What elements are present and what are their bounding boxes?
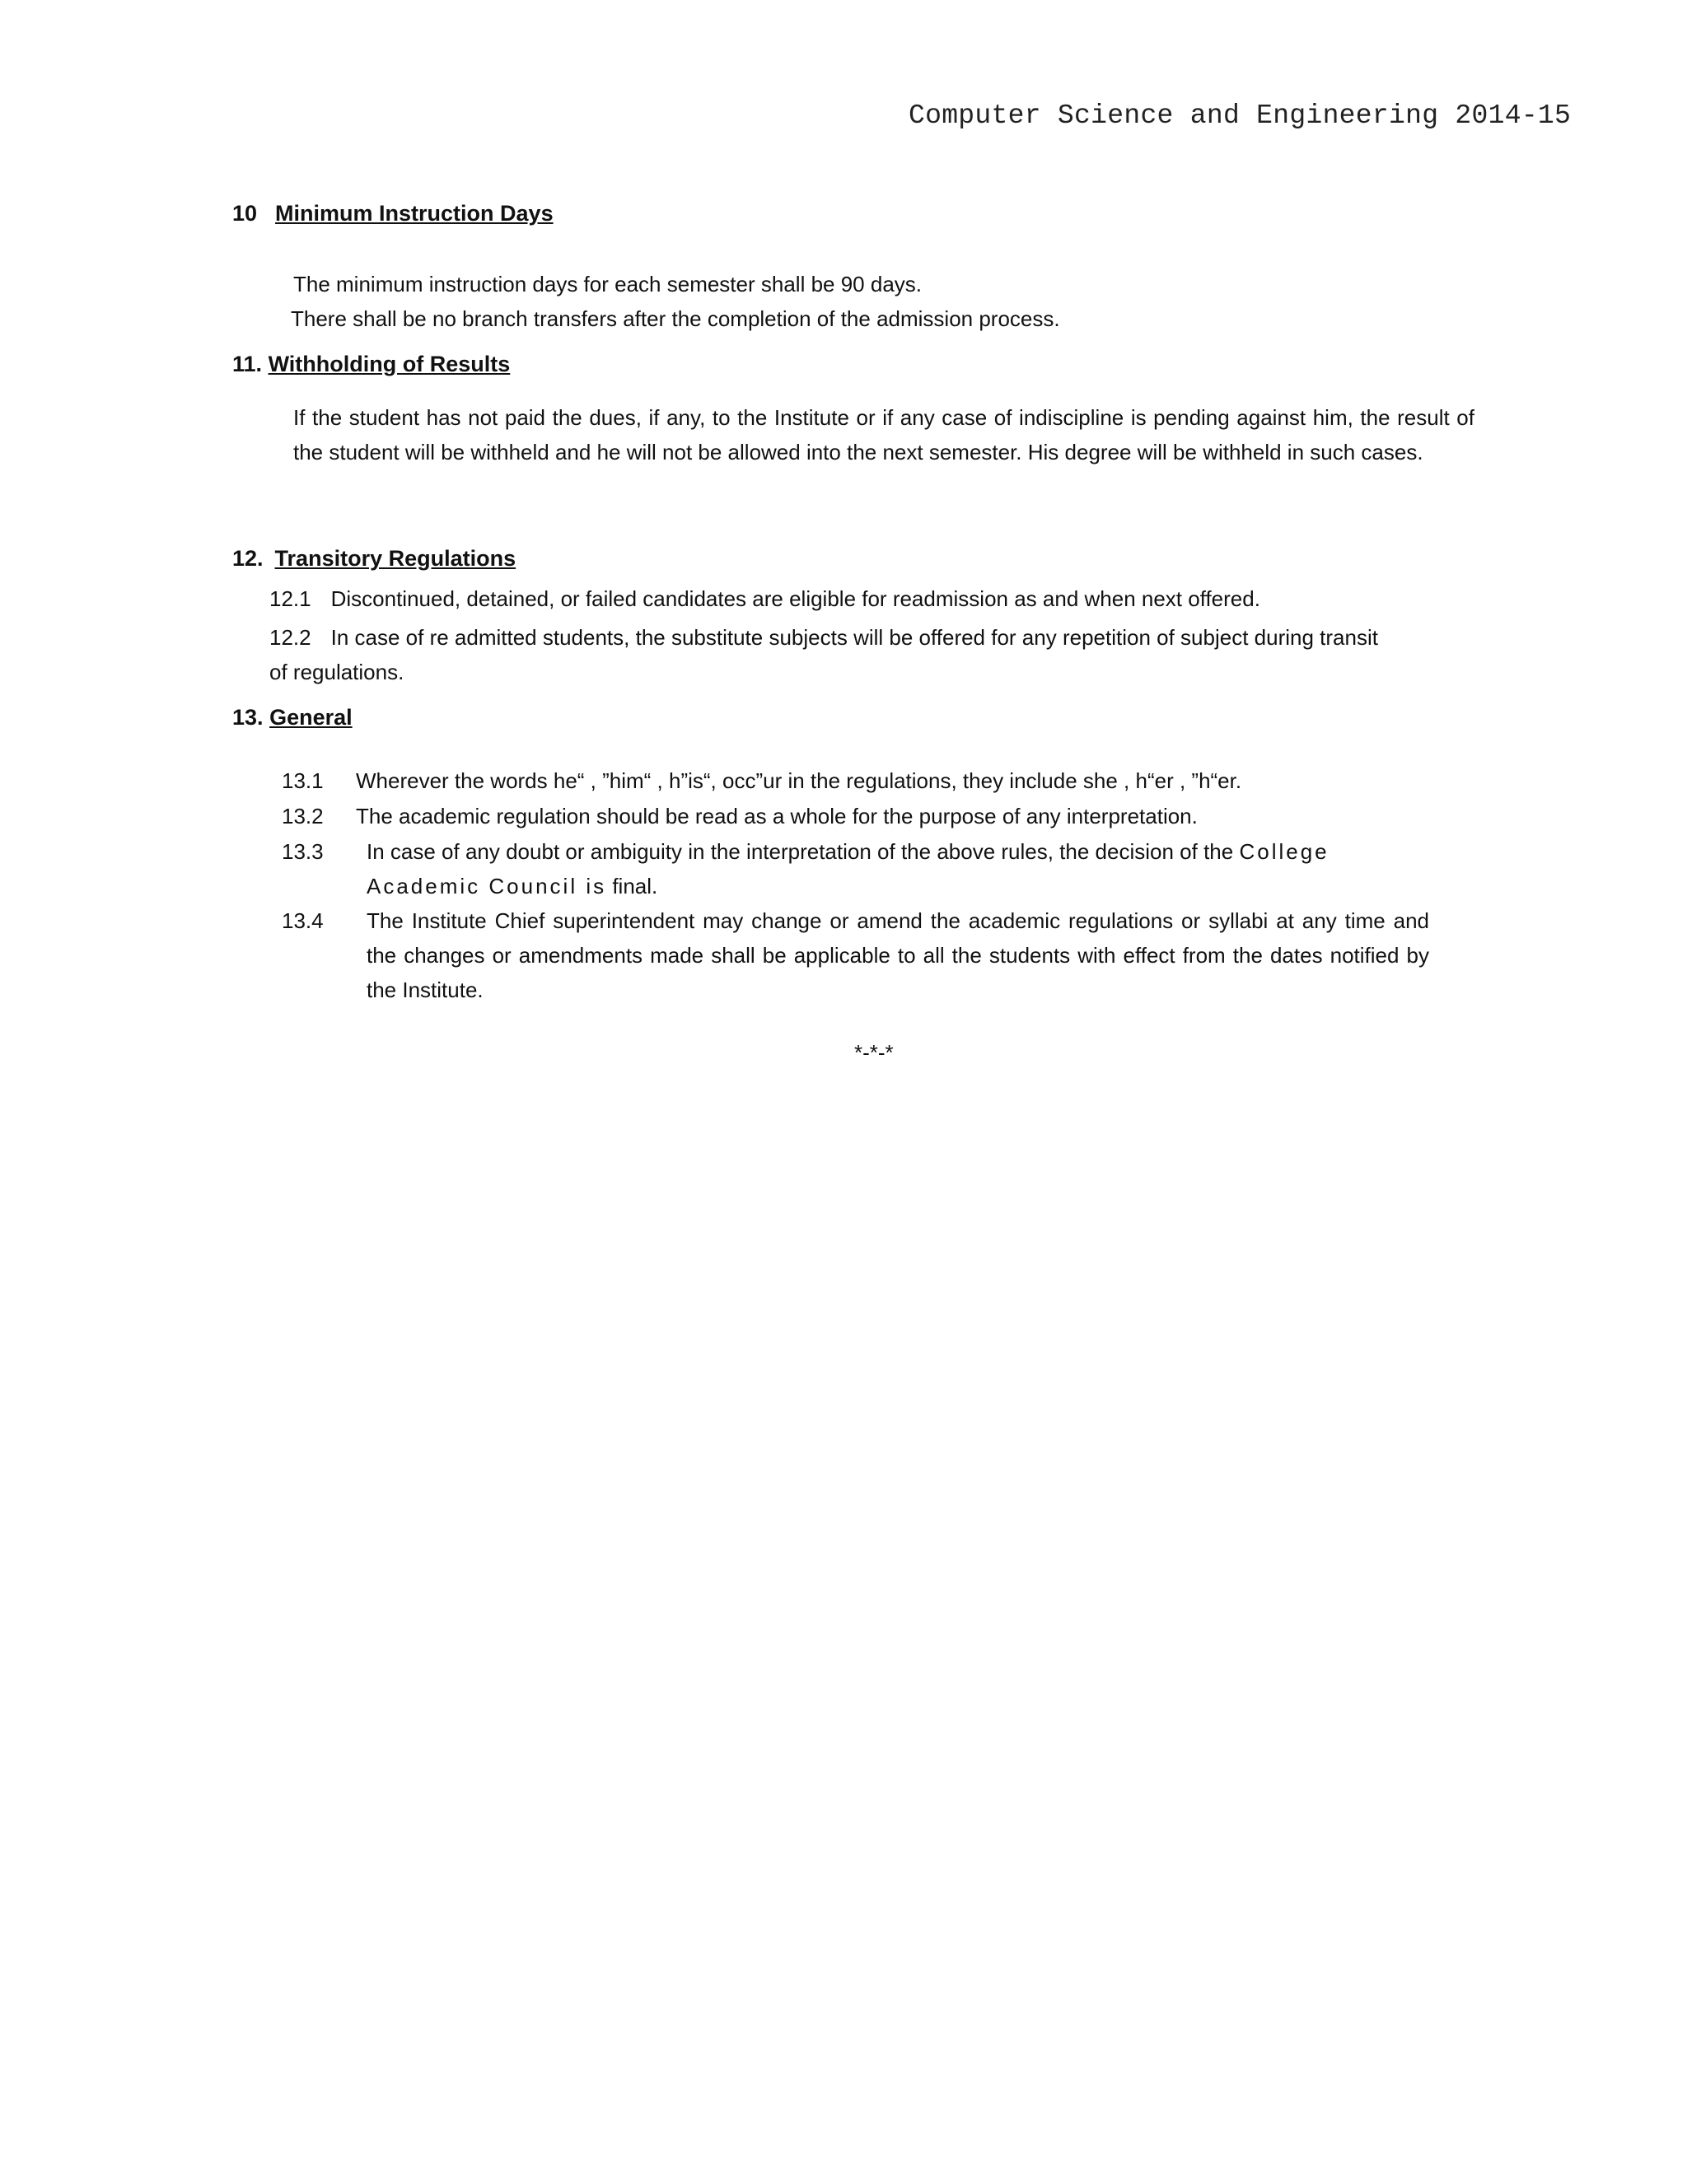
section-11-heading <box>232 347 510 381</box>
item-12-2-continuation: of regulations. <box>269 660 404 684</box>
item-12-1-number: 12.1 <box>269 586 311 611</box>
section-12-heading <box>232 541 516 576</box>
item-13-1-number: 13.1 <box>282 768 324 793</box>
section-12-title: Transitory Regulations <box>274 546 516 571</box>
section-11-body: If the student has not paid the dues, if any, to the Institute or if any case of indiscipline is pending against him, the result of the student will be withheld and he will not be allowed into the next semester. His degree will be withheld in such cases. <box>293 405 1474 464</box>
section-10-line-1: The minimum instruction days for each semester shall be 90 days. <box>293 272 923 296</box>
item-13-1-text: Wherever the words he“ , ”him“ , h”is“, occ”ur in the regulations, they include she , h“er , ”h“er. <box>356 768 1242 793</box>
item-12-2 <box>269 620 1378 655</box>
item-12-2-text: In case of re admitted students, the substitute subjects will be offered for any repetition of subject during transit <box>330 625 1378 650</box>
section-10-line-2: There shall be no branch transfers after the completion of the admission process. <box>291 306 1060 331</box>
item-13-2-text: The academic regulation should be read as a whole for the purpose of any interpretation. <box>356 804 1198 828</box>
page-header: Computer Science and Engineering 2014-15 <box>909 100 1572 131</box>
section-13-title: General <box>269 705 353 730</box>
item-13-3-text-a: In case of any doubt or ambiguity in the interpretation of the above rules, the decision of the <box>367 839 1234 864</box>
item-13-4-number: 13.4 <box>282 908 324 933</box>
item-13-3-text-b: College <box>1239 839 1330 864</box>
section-12-number: 12. <box>232 546 264 571</box>
section-10-title: Minimum Instruction Days <box>275 201 554 226</box>
item-13-3-number: 13.3 <box>282 839 324 864</box>
item-13-3-text-d: final. <box>612 874 658 898</box>
item-13-3-line-1 <box>367 834 1330 869</box>
item-13-2-number: 13.2 <box>282 804 324 828</box>
section-10-number: 10 <box>232 201 258 226</box>
section-13-heading <box>232 700 353 735</box>
item-13-3-line-2 <box>367 869 657 903</box>
end-mark: *-*-* <box>854 1040 894 1065</box>
section-11-number: 11. <box>232 352 263 376</box>
section-10-heading <box>232 196 554 231</box>
section-11-title: Withholding of Results <box>268 352 511 376</box>
item-13-3-text-c: Academic Council is <box>367 874 607 898</box>
item-13-4-text: The Institute Chief superintendent may change or amend the academic regulations or syllabi at any time and the changes or amendments made shall be applicable to all the students with effect from the dates notified by the Institute. <box>367 908 1429 1002</box>
item-12-1 <box>269 581 1260 616</box>
item-12-1-text: Discontinued, detained, or failed candidates are eligible for readmission as and when next offered. <box>330 586 1260 611</box>
section-13-number: 13. <box>232 705 264 730</box>
item-12-2-number: 12.2 <box>269 625 311 650</box>
